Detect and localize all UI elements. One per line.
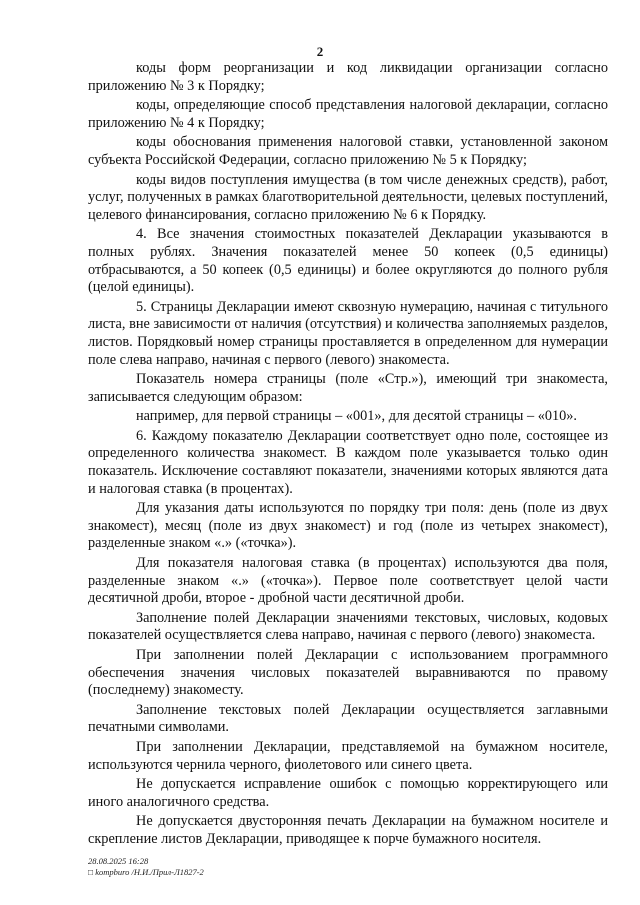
footer-date: 28.08.2025 16:28 bbox=[88, 856, 149, 866]
paragraph: Не допускается исправление ошибок с помощью корректирующего или иного аналогичного средства. bbox=[88, 776, 608, 810]
paragraph: Не допускается двусторонняя печать Декларации на бумажном носителе и скрепление листов Декларации, приводящее к порче бумажного носителя. bbox=[88, 813, 608, 847]
paragraph: 5. Страницы Декларации имеют сквозную нумерацию, начиная с титульного листа, вне зависимости от наличия (отсутствия) и количества заполняемых разделов, листов. Порядковый номер страницы проставляется в определенном для нумерации поле слева направо, начиная с первого (левого) знакоместа. bbox=[88, 298, 608, 368]
paragraph: Для указания даты используются по порядку три поля: день (поле из двух знакомест), месяц (поле из двух знакомест) и год (поле из четырех знакомест), разделенные знаком «.» («точка»). bbox=[88, 500, 608, 552]
paragraph: коды обоснования применения налоговой ставки, установленной законом субъекта Российской Федерации, согласно приложению № 5 к Порядку; bbox=[88, 134, 608, 168]
paragraph: При заполнении Декларации, представляемой на бумажном носителе, используются чернила черного, фиолетового или синего цвета. bbox=[88, 738, 608, 773]
paragraph: например, для первой страницы – «001», для десятой страницы – «010». bbox=[136, 408, 578, 425]
page-number: 2 bbox=[316, 44, 324, 59]
footer-path: □ kompburo /Н.И./Прил-Л1827-2 bbox=[88, 867, 204, 877]
paragraph: коды видов поступления имущества (в том числе денежных средств), работ, услуг, полученных в рамках благотворительной деятельности, целевых поступлений, целевого финансирования, согласно приложению № 6 к Порядку. bbox=[88, 171, 608, 223]
paragraph: 6. Каждому показателю Декларации соответствует одно поле, состоящее из определенного количества знакомест. В каждом поле указывается только один показатель. Исключение составляют показатели, значениями которых являются дата и налоговая ставка (в процентах). bbox=[88, 427, 608, 497]
paragraph: Заполнение текстовых полей Декларации осуществляется заглавными печатными символами. bbox=[88, 701, 608, 736]
paragraph: коды, определяющие способ представления налоговой декларации, согласно приложению № 4 к Порядку; bbox=[88, 97, 608, 131]
paragraph: При заполнении полей Декларации с использованием программного обеспечения значения числовых показателей выравниваются по правому (последнему) знакоместу. bbox=[88, 647, 608, 699]
paragraph: 4. Все значения стоимостных показателей Декларации указываются в полных рублях. Значения показателей менее 50 копеек (0,5 единицы) отбрасываются, а 50 копеек (0,5 единицы) и более округляются до полного рубля (целой единицы). bbox=[88, 226, 608, 296]
paragraph: Заполнение полей Декларации значениями текстовых, числовых, кодовых показателей осуществляется слева направо, начиная с первого (левого) знакоместа. bbox=[88, 609, 608, 644]
paragraph: Показатель номера страницы (поле «Стр.»), имеющий три знакоместа, записывается следующим образом: bbox=[88, 371, 608, 405]
document-body bbox=[88, 60, 608, 851]
paragraph: Для показателя налоговая ставка (в процентах) используются два поля, разделенные знаком «.» («точка»). Первое поле соответствует целой части десятичной дроби, второе - дробной части десятичной дроби. bbox=[88, 555, 608, 607]
footer bbox=[88, 856, 204, 878]
paragraph: коды форм реорганизации и код ликвидации организации согласно приложению № 3 к Порядку; bbox=[88, 60, 608, 94]
